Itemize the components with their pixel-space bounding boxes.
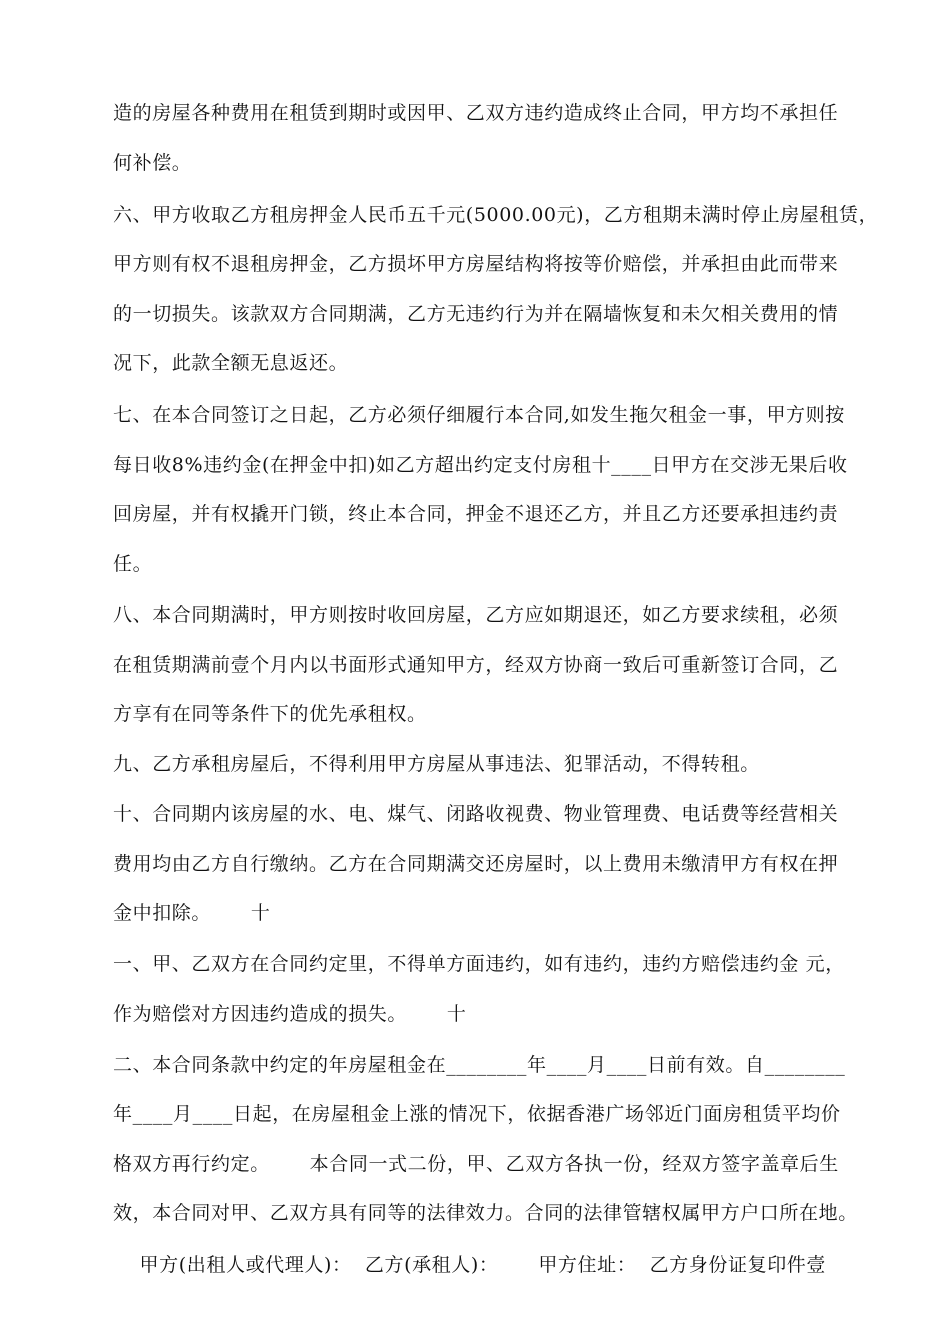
text-line: 金中扣除。 十 — [113, 902, 271, 924]
text-line: 的一切损失。该款双方合同期满，乙方无违约行为并在隔墙恢复和未欠相关费用的情 — [113, 303, 839, 325]
text-line: 七、在本合同签订之日起，乙方必须仔细履行本合同,如发生拖欠租金一事，甲方则按 — [113, 404, 845, 426]
text-line: 每日收8%违约金(在押金中扣)如乙方超出约定支付房租十____日甲方在交涉无果后收 — [113, 454, 848, 476]
text-line: 八、本合同期满时，甲方则按时收回房屋，乙方应如期退还，如乙方要求续租，必须 — [113, 604, 839, 626]
text-line: 九、乙方承租房屋后，不得利用甲方房屋从事违法、犯罪活动，不得转租。 — [113, 753, 760, 775]
text-line: 甲方则有权不退租房押金，乙方损坏甲方房屋结构将按等价赔偿，并承担由此而带来 — [113, 253, 839, 275]
text-line: 六、甲方收取乙方租房押金人民币五千元(5000.00元)，乙方租期未满时停止房屋租赁， — [113, 204, 879, 226]
text-line: 况下，此款全额无息返还。 — [113, 352, 349, 374]
text-line: 任。 — [113, 553, 153, 575]
text-line: 费用均由乙方自行缴纳。乙方在合同期满交还房屋时，以上费用未缴清甲方有权在押 — [113, 853, 839, 875]
text-line: 一、甲、乙双方在合同约定里，不得单方面违约，如有违约，违约方赔偿违约金 元， — [113, 953, 845, 975]
text-line: 作为赔偿对方因违约造成的损失。 十 — [113, 1003, 467, 1025]
text-line: 二、本合同条款中约定的年房屋租金在________年____月____日前有效。自________ — [113, 1054, 846, 1076]
text-line: 何补偿。 — [113, 152, 192, 174]
text-line: 在租赁期满前壹个月内以书面形式通知甲方，经双方协商一致后可重新签订合同，乙 — [113, 654, 839, 676]
text-line: 格双方再行约定。 本合同一式二份，甲、乙双方各执一份，经双方签字盖章后生 — [113, 1153, 839, 1175]
text-line: 年____月____日起，在房屋租金上涨的情况下，依据香港广场邻近门面房租赁平均价 — [113, 1103, 841, 1125]
text-line: 十、合同期内该房屋的水、电、煤气、闭路收视费、物业管理费、电话费等经营相关 — [113, 803, 839, 825]
text-line: 甲方(出租人或代理人)： 乙方(承租人)： 甲方住址： 乙方身份证复印件壹 — [113, 1254, 827, 1276]
text-line: 回房屋，并有权撬开门锁，终止本合同，押金不退还乙方，并且乙方还要承担违约责 — [113, 503, 839, 525]
text-line: 效，本合同对甲、乙双方具有同等的法律效力。合同的法律管辖权属甲方户口所在地。 — [113, 1202, 858, 1224]
text-line: 方享有在同等条件下的优先承租权。 — [113, 703, 427, 725]
text-line: 造的房屋各种费用在租赁到期时或因甲、乙双方违约造成终止合同，甲方均不承担任 — [113, 102, 839, 124]
